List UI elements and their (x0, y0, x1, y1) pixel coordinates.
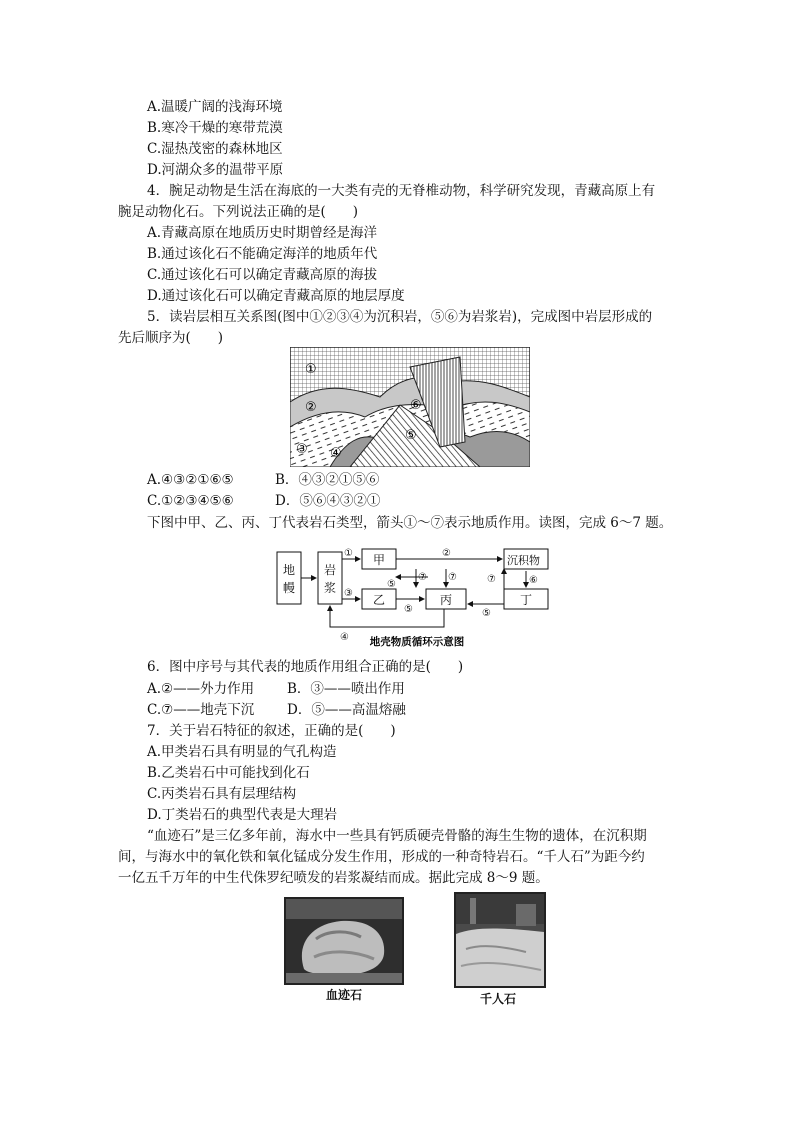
mantle-char-1: 地 (283, 563, 296, 577)
bing-label: 丙 (440, 593, 453, 607)
arrow-label-5c: ⑤ (482, 608, 491, 619)
label-5: ⑤ (405, 428, 417, 443)
q6-option-d: D．⑤——高温熔融 (287, 702, 406, 718)
crust-cycle-diagram (272, 542, 562, 647)
qianrenshi-photo (454, 892, 546, 988)
label-3: ③ (296, 442, 308, 457)
q7-option-c: C.丙类岩石具有层理结构 (147, 786, 297, 802)
q3-option-d: D.河湖众多的温带平原 (147, 162, 284, 178)
arrow-label-3: ③ (344, 588, 353, 599)
q5-option-d: D．⑤⑥④③②① (275, 493, 381, 509)
arrow-label-2: ② (442, 548, 451, 559)
arrow-label-7b: ⑦ (448, 572, 457, 583)
q5-option-a: A.④③②①⑥⑤ (147, 472, 234, 488)
qianrenshi-caption: 千人石 (479, 992, 516, 1006)
q3-option-c: C.湿热茂密的森林地区 (147, 141, 283, 157)
label-6: ⑥ (410, 398, 422, 413)
q4-option-d: D.通过该化石可以确定青藏高原的地层厚度 (147, 288, 405, 304)
mantle-char-2: 幔 (283, 581, 296, 595)
mantle-box (277, 552, 301, 604)
label-1: ① (305, 362, 317, 377)
jia-label: 甲 (373, 553, 386, 567)
q4-stem-line2: 腕足动物化石。下列说法正确的是( ) (118, 204, 359, 220)
arrow-label-7c: ⑦ (487, 574, 496, 585)
label-2: ② (305, 400, 317, 415)
rock-strata-figure (290, 347, 530, 467)
q5-stem-line2: 先后顺序为( ) (118, 330, 224, 346)
q7-option-a: A.甲类岩石具有明显的气孔构造 (147, 744, 337, 760)
label-4: ④ (330, 446, 342, 461)
intro-8-9-line1: “血迹石”是三亿多年前，海水中一些具有钙质硬壳骨骼的海生生物的遗体，在沉积期 (147, 828, 647, 844)
q3-option-b: B.寒冷干燥的寒带荒漠 (147, 120, 283, 136)
q6-option-c: C.⑦——地壳下沉 (147, 702, 255, 718)
xuejishi-photo (284, 897, 404, 985)
intro-8-9-line3: 一亿五千万年的中生代侏罗纪喷发的岩浆凝结而成。据此完成 8～9 题。 (118, 870, 549, 886)
q5-stem-line1: 5．读岩层相互关系图(图中①②③④为沉积岩，⑤⑥为岩浆岩)，完成图中岩层形成的 (147, 309, 653, 325)
magma-char-2: 浆 (324, 581, 337, 595)
q4-option-b: B.通过该化石不能确定海洋的地质年代 (147, 246, 378, 262)
q4-option-a: A.青藏高原在地质历史时期曾经是海洋 (147, 225, 378, 241)
sediment-label: 沉积物 (507, 554, 540, 567)
q4-option-c: C.通过该化石可以确定青藏高原的海拔 (147, 267, 378, 283)
intro-8-9-line2: 间，与海水中的氧化铁和氧化锰成分发生作用，形成的一种奇特岩石。“千人石”为距今约 (118, 849, 645, 865)
q7-option-b: B.乙类岩石中可能找到化石 (147, 765, 310, 781)
q5-option-b: B．④③②①⑤⑥ (275, 472, 380, 488)
q3-option-a: A.温暖广阔的浅海环境 (147, 99, 283, 115)
arrow-label-5a: ⑤ (387, 579, 396, 590)
q4-stem-line1: 4．腕足动物是生活在海底的一大类有壳的无脊椎动物，科学研究发现，青藏高原上有 (147, 183, 656, 199)
q6-stem: 6．图中序号与其代表的地质作用组合正确的是( ) (147, 659, 464, 675)
ding-label: 丁 (520, 593, 533, 607)
arrow-label-5b: ⑤ (404, 604, 413, 615)
cycle-diagram-caption: 地壳物质循环示意图 (369, 636, 465, 647)
q7-option-d: D.丁类岩石的典型代表是大理岩 (147, 807, 338, 823)
q6-option-a: A.②——外力作用 (147, 681, 255, 697)
arrow-label-1: ① (344, 548, 353, 559)
q5-option-c: C.①②③④⑤⑥ (147, 493, 234, 509)
arrow-label-4: ④ (340, 632, 349, 643)
intro-6-7: 下图中甲、乙、丙、丁代表岩石类型，箭头①～⑦表示地质作用。读图，完成 6～7 题。 (147, 515, 673, 531)
arrow-label-6: ⑥ (529, 575, 538, 586)
q7-stem: 7．关于岩石特征的叙述，正确的是( ) (147, 723, 396, 739)
arrow-label-7a: ⑦ (418, 572, 427, 583)
q6-option-b: B．③——喷出作用 (287, 681, 405, 697)
magma-char-1: 岩 (324, 563, 337, 577)
xuejishi-caption: 血迹石 (325, 988, 362, 1002)
magma-box (318, 552, 342, 604)
yi-label: 乙 (373, 593, 386, 607)
